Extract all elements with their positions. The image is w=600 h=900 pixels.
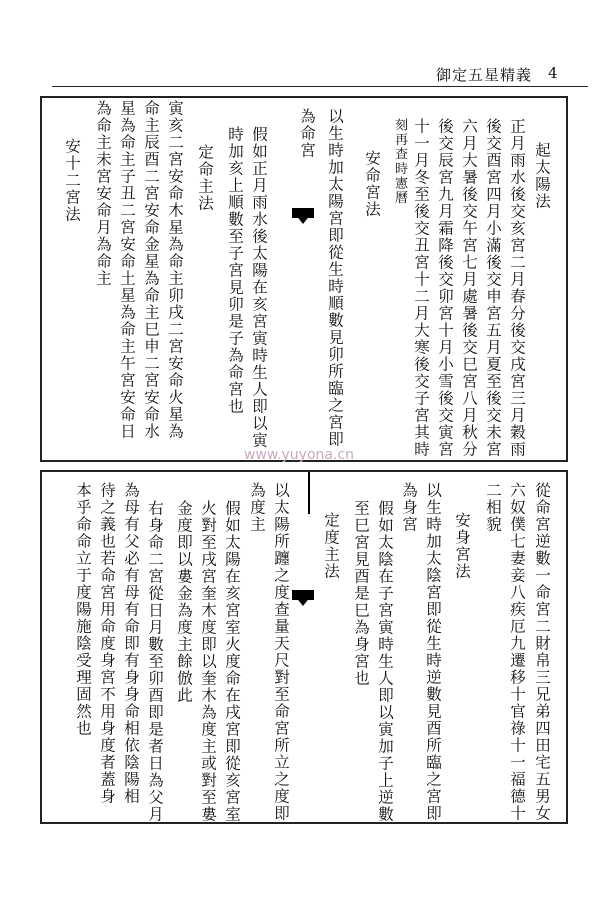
text-column: 右身命二宮從日月數至卯酉即是者日為父月 [146, 500, 164, 823]
text-column: 本乎命命立于度陽施陰受理固然也 [74, 482, 92, 737]
text-column: 刻再查時憲曆 [392, 118, 407, 205]
fold-bar [308, 472, 310, 514]
section-heading: 定命主法 [196, 144, 214, 212]
fold-mark [292, 590, 314, 600]
text-column: 以太陽所躔之度查量天尺對至命宮所立之度即 [272, 482, 290, 822]
header-rule [52, 86, 588, 87]
text-column: 後交辰宮九月霜降後交卯宮十月小雪後交寅宮 [436, 118, 454, 458]
section-heading: 安命宮法 [363, 150, 381, 218]
text-column: 二相貌 [484, 482, 502, 533]
text-column: 假如太陽在亥宮室火度命在戌宮即從亥宮室 [223, 500, 241, 823]
text-column: 火對至戌宮奎木度即以奎木為度主或對至婁 [199, 500, 217, 823]
text-column: 以生時加太陰宮即從生時逆數見酉所臨之宮即 [424, 482, 442, 822]
top-text-panel [40, 96, 568, 462]
page-number: 4 [548, 64, 558, 82]
text-column: 六奴僕七妻妾八疾厄九遷移十官祿十一福德十 [508, 482, 526, 822]
text-column: 待之義也若命宮用命度身宮不用身度者蓋身 [98, 482, 116, 805]
text-column: 正月雨水後交亥宮二月春分後交戌宮三月穀雨 [508, 118, 526, 458]
text-column: 寅亥二宮安命木星為命主卯戌二宮安命火星為 [166, 100, 184, 440]
running-title: 御定五星精義 [436, 66, 533, 84]
text-column: 為母有父必有母有命即有身身命相依陰陽相 [122, 482, 140, 805]
text-column: 至巳宮見酉是巳為身宮也 [352, 500, 370, 687]
section-heading: 起太陽法 [533, 142, 551, 210]
text-column: 為度主 [248, 482, 266, 533]
text-column: 為命主未宮安命月為命主 [94, 100, 112, 287]
text-column: 金度即以婁金為度主餘倣此 [175, 500, 193, 704]
bottom-text-panel [40, 470, 568, 824]
text-column: 假如太陰在子宮寅時生人即以寅加子上逆數 [376, 500, 394, 823]
section-heading: 安身宮法 [453, 512, 471, 580]
watermark: www.yuyona.cn [244, 447, 354, 463]
fold-mark [292, 208, 314, 218]
text-column: 假如正月雨水後太陽在亥宮寅時生人即以寅 [250, 126, 268, 449]
text-column: 十一月冬至後交丑宮十二月大寒後交子宮其時 [412, 118, 430, 458]
text-column: 後交酉宮四月小滿後交申宮五月夏至後交未宮 [484, 118, 502, 458]
text-column: 時加亥上順數至子宮見卯是子為命宮也 [226, 126, 244, 415]
text-column: 為身宮 [400, 482, 418, 533]
section-heading: 定度主法 [322, 512, 340, 580]
text-column: 以生時加太陽宮即從生時順數見卯所臨之宮即 [326, 108, 344, 448]
section-heading: 安十二宮法 [63, 138, 81, 223]
text-column: 為命宮 [298, 108, 316, 159]
text-column: 六月大暑後交午宮七月處暑後交巳宮八月秋分 [460, 118, 478, 458]
text-column: 星為命主子丑二宮安命土星為命主午宮安命日 [118, 100, 136, 440]
text-column: 命主辰酉二宮安命金星為命主巳申二宮安命水 [142, 100, 160, 440]
text-column: 從命宮逆數一命宮二財帛三兄弟四田宅五男女 [533, 482, 551, 822]
